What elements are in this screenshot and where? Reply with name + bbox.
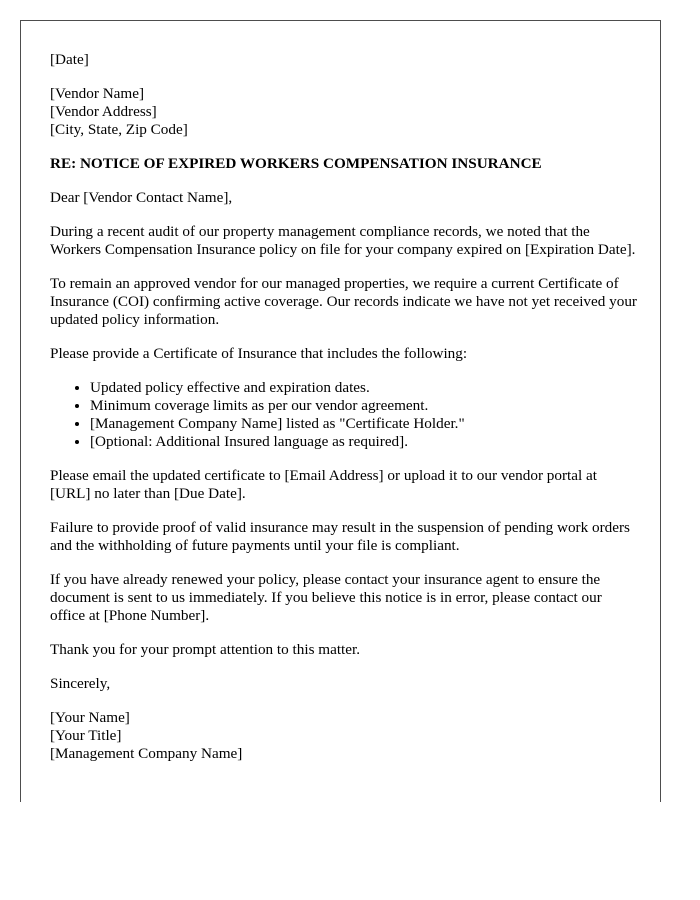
list-item: • Updated policy effective and expiration dates. — [90, 379, 640, 397]
vendor-city-state-zip: [City, State, Zip Code] — [50, 121, 188, 138]
vendor-address: [Vendor Address] — [50, 103, 157, 120]
letter-date: [Date] — [50, 51, 89, 68]
requirements-list — [50, 379, 640, 451]
letter-page — [20, 20, 661, 802]
letter-salutation: Dear [Vendor Contact Name], — [50, 189, 233, 206]
letter-signoff: Sincerely, — [50, 675, 111, 692]
paragraph-thanks: Thank you for your prompt attention to this matter. — [50, 641, 361, 658]
signer-company: [Management Company Name] — [50, 745, 243, 762]
letter-subject: RE: NOTICE OF EXPIRED WORKERS COMPENSATION INSURANCE — [50, 155, 542, 172]
paragraph-request: Please provide a Certificate of Insurance that includes the following: — [50, 345, 468, 362]
paragraph-submission: Please email the updated certificate to [Email Address] or upload it to our vendor portal at [URL] no later than [Due Date]. — [50, 467, 597, 502]
vendor-name: [Vendor Name] — [50, 85, 145, 102]
list-item: • [Optional: Additional Insured language as required]. — [90, 433, 640, 451]
signer-title: [Your Title] — [50, 727, 122, 744]
list-item: • [Management Company Name] listed as "Certificate Holder." — [90, 415, 640, 433]
signer-name: [Your Name] — [50, 709, 130, 726]
paragraph-audit: During a recent audit of our property management compliance records, we noted that the Workers Compensation Insurance policy on file for your company expired on [Expiration Date]. — [50, 223, 636, 258]
signature-block — [50, 709, 640, 763]
paragraph-renewal: If you have already renewed your policy, please contact your insurance agent to ensure the document is sent to us immediately. If you believe this notice is in error, please contact our office at [Phone Number]. — [50, 571, 602, 624]
paragraph-consequence: Failure to provide proof of valid insurance may result in the suspension of pending work orders and the withholding of future payments until your file is compliant. — [50, 519, 630, 554]
list-item: • Minimum coverage limits as per our vendor agreement. — [90, 397, 640, 415]
vendor-address-block — [50, 85, 640, 139]
letter-body — [50, 51, 640, 779]
paragraph-requirement: To remain an approved vendor for our managed properties, we require a current Certificate of Insurance (COI) confirming active coverage. Our records indicate we have not yet received your updated policy information. — [50, 275, 637, 328]
